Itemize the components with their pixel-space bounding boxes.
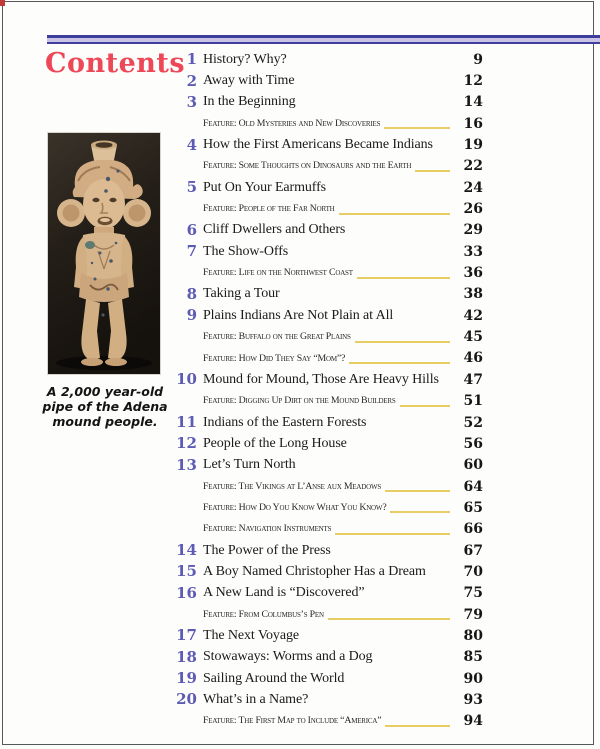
page-number: 64 bbox=[463, 478, 483, 495]
toc-feature-row bbox=[173, 113, 483, 134]
leader-line bbox=[349, 362, 450, 364]
leader-line bbox=[357, 277, 450, 279]
chapter-number: 2 bbox=[186, 71, 197, 90]
feature-title: Feature: Life on the Northwest Coast bbox=[203, 267, 353, 279]
chapter-number: 10 bbox=[176, 370, 197, 389]
chapter-number: 20 bbox=[176, 690, 197, 709]
chapter-title: The Show-Offs bbox=[203, 243, 289, 259]
feature-title: Feature: People of the Far North bbox=[203, 203, 335, 215]
page-number: 46 bbox=[463, 350, 483, 367]
toc-list bbox=[173, 49, 483, 732]
toc-chapter-row bbox=[173, 284, 483, 305]
toc-feature-row bbox=[173, 497, 483, 518]
chapter-title: Let’s Turn North bbox=[203, 457, 296, 473]
toc-chapter-row bbox=[173, 177, 483, 198]
adena-pipe-photo bbox=[48, 133, 160, 374]
toc-chapter-row bbox=[173, 49, 483, 70]
chapter-title: Put On Your Earmuffs bbox=[203, 179, 326, 195]
chapter-number: 11 bbox=[176, 413, 197, 432]
toc-feature-row bbox=[173, 711, 483, 732]
toc-feature-row bbox=[173, 391, 483, 412]
chapter-number: 16 bbox=[176, 583, 197, 602]
toc-chapter-row bbox=[173, 134, 483, 155]
chapter-number: 4 bbox=[186, 135, 197, 154]
toc-feature-row bbox=[173, 156, 483, 177]
leader-line bbox=[400, 405, 450, 407]
page-number: 33 bbox=[463, 243, 483, 260]
page-number: 16 bbox=[463, 115, 483, 132]
leader-line bbox=[355, 341, 450, 343]
feature-title: Feature: The First Map to Include “America” bbox=[203, 715, 382, 727]
page-number: 70 bbox=[463, 563, 483, 580]
toc-chapter-row bbox=[173, 540, 483, 561]
chapter-number: 7 bbox=[186, 242, 197, 261]
top-double-rule bbox=[47, 35, 600, 44]
leader-line bbox=[339, 213, 450, 215]
page-number: 94 bbox=[463, 713, 483, 730]
chapter-number: 18 bbox=[176, 647, 197, 666]
page-number: 66 bbox=[463, 521, 483, 538]
chapter-title: Cliff Dwellers and Others bbox=[203, 222, 346, 238]
toc-chapter-row bbox=[173, 220, 483, 241]
feature-title: Feature: From Columbus’s Pen bbox=[203, 608, 324, 620]
chapter-title: People of the Long House bbox=[203, 435, 347, 451]
page-number: 45 bbox=[463, 329, 483, 346]
chapter-number: 13 bbox=[176, 455, 197, 474]
feature-title: Feature: How Did They Say “Mom”? bbox=[203, 352, 346, 364]
chapter-title: Indians of the Eastern Forests bbox=[203, 414, 367, 430]
toc-feature-row bbox=[173, 476, 483, 497]
leader-line bbox=[384, 127, 450, 129]
page-number: 60 bbox=[463, 457, 483, 474]
toc-feature-row bbox=[173, 326, 483, 347]
page-number: 93 bbox=[463, 691, 483, 708]
page-number: 56 bbox=[463, 435, 483, 452]
feature-title: Feature: Digging Up Dirt on the Mound Builders bbox=[203, 395, 396, 407]
chapter-number: 15 bbox=[176, 562, 197, 581]
feature-title: Feature: Buffalo on the Great Plains bbox=[203, 331, 351, 343]
chapter-title: The Power of the Press bbox=[203, 542, 331, 558]
toc-feature-row bbox=[173, 262, 483, 283]
chapter-number: 12 bbox=[176, 434, 197, 453]
toc-feature-row bbox=[173, 348, 483, 369]
feature-title: Feature: Navigation Instruments bbox=[203, 523, 332, 535]
page-number: 9 bbox=[473, 51, 483, 68]
caption-line: A 2,000 year-old bbox=[46, 384, 164, 399]
toc-feature-row bbox=[173, 198, 483, 219]
page-number: 12 bbox=[463, 73, 483, 90]
page-number: 85 bbox=[463, 649, 483, 666]
toc-chapter-row bbox=[173, 305, 483, 326]
chapter-number: 17 bbox=[176, 626, 197, 645]
chapter-number: 19 bbox=[176, 669, 197, 688]
page-number: 42 bbox=[463, 307, 483, 324]
chapter-title: In the Beginning bbox=[203, 94, 296, 110]
toc-chapter-row bbox=[173, 433, 483, 454]
toc-chapter-row bbox=[173, 369, 483, 390]
leader-line bbox=[328, 618, 450, 620]
page-number: 80 bbox=[463, 627, 483, 644]
chapter-title: What’s in a Name? bbox=[203, 691, 309, 707]
chapter-number: 1 bbox=[186, 50, 197, 69]
toc-feature-row bbox=[173, 604, 483, 625]
contents-heading: Contents bbox=[45, 48, 186, 79]
page-number: 29 bbox=[463, 222, 483, 239]
toc-feature-row bbox=[173, 519, 483, 540]
leader-line bbox=[390, 511, 450, 513]
page-number: 51 bbox=[463, 393, 483, 410]
toc-chapter-row bbox=[173, 70, 483, 91]
toc-chapter-row bbox=[173, 647, 483, 668]
page-number: 67 bbox=[463, 542, 483, 559]
leader-line bbox=[385, 490, 450, 492]
chapter-title: Mound for Mound, Those Are Heavy Hills bbox=[203, 371, 439, 387]
chapter-title: History? Why? bbox=[203, 51, 287, 67]
feature-title: Feature: How Do You Know What You Know? bbox=[203, 501, 387, 513]
photo-caption bbox=[28, 385, 182, 429]
caption-line: pipe of the Adena bbox=[42, 398, 168, 414]
chapter-title: Plains Indians Are Not Plain at All bbox=[203, 307, 394, 323]
leader-line bbox=[385, 725, 450, 727]
chapter-number: 8 bbox=[186, 284, 197, 303]
feature-title: Feature: The Vikings at L’Anse aux Meadows bbox=[203, 480, 382, 492]
chapter-title: How the First Americans Became Indians bbox=[203, 137, 433, 153]
leader-line bbox=[335, 533, 450, 535]
page-number: 24 bbox=[463, 179, 483, 196]
page-number: 79 bbox=[463, 606, 483, 623]
page-number: 19 bbox=[463, 137, 483, 154]
page-number: 90 bbox=[463, 670, 483, 687]
leader-line bbox=[415, 170, 450, 172]
toc-chapter-row bbox=[173, 668, 483, 689]
chapter-title: Taking a Tour bbox=[203, 286, 280, 302]
page-number: 65 bbox=[463, 499, 483, 516]
chapter-title: Sailing Around the World bbox=[203, 670, 345, 686]
chapter-number: 6 bbox=[186, 220, 197, 239]
chapter-title: A Boy Named Christopher Has a Dream bbox=[203, 563, 426, 579]
page-number: 52 bbox=[463, 414, 483, 431]
page-number: 14 bbox=[463, 94, 483, 111]
toc-chapter-row bbox=[173, 241, 483, 262]
chapter-number: 9 bbox=[186, 306, 197, 325]
toc-chapter-row bbox=[173, 583, 483, 604]
feature-title: Feature: Old Mysteries and New Discoveries bbox=[203, 117, 381, 129]
chapter-number: 14 bbox=[176, 541, 197, 560]
toc-chapter-row bbox=[173, 561, 483, 582]
page-number: 75 bbox=[463, 585, 483, 602]
chapter-title: Away with Time bbox=[203, 73, 295, 89]
toc-chapter-row bbox=[173, 412, 483, 433]
page-number: 38 bbox=[463, 286, 483, 303]
page-number: 22 bbox=[463, 158, 483, 175]
page-number: 26 bbox=[463, 201, 483, 218]
toc-chapter-row bbox=[173, 689, 483, 710]
toc-chapter-row bbox=[173, 455, 483, 476]
toc-chapter-row bbox=[173, 92, 483, 113]
chapter-number: 3 bbox=[186, 92, 197, 111]
chapter-title: The Next Voyage bbox=[203, 627, 299, 643]
chapter-title: Stowaways: Worms and a Dog bbox=[203, 649, 373, 665]
adena-pipe-illustration bbox=[48, 133, 160, 374]
page-number: 36 bbox=[463, 265, 483, 282]
toc-chapter-row bbox=[173, 625, 483, 646]
chapter-title: A New Land is “Discovered” bbox=[203, 585, 365, 601]
corner-mark bbox=[0, 0, 5, 6]
chapter-number: 5 bbox=[186, 178, 197, 197]
page-number: 47 bbox=[463, 371, 483, 388]
caption-line: mound people. bbox=[52, 413, 158, 429]
feature-title: Feature: Some Thoughts on Dinosaurs and the Earth bbox=[203, 160, 412, 172]
